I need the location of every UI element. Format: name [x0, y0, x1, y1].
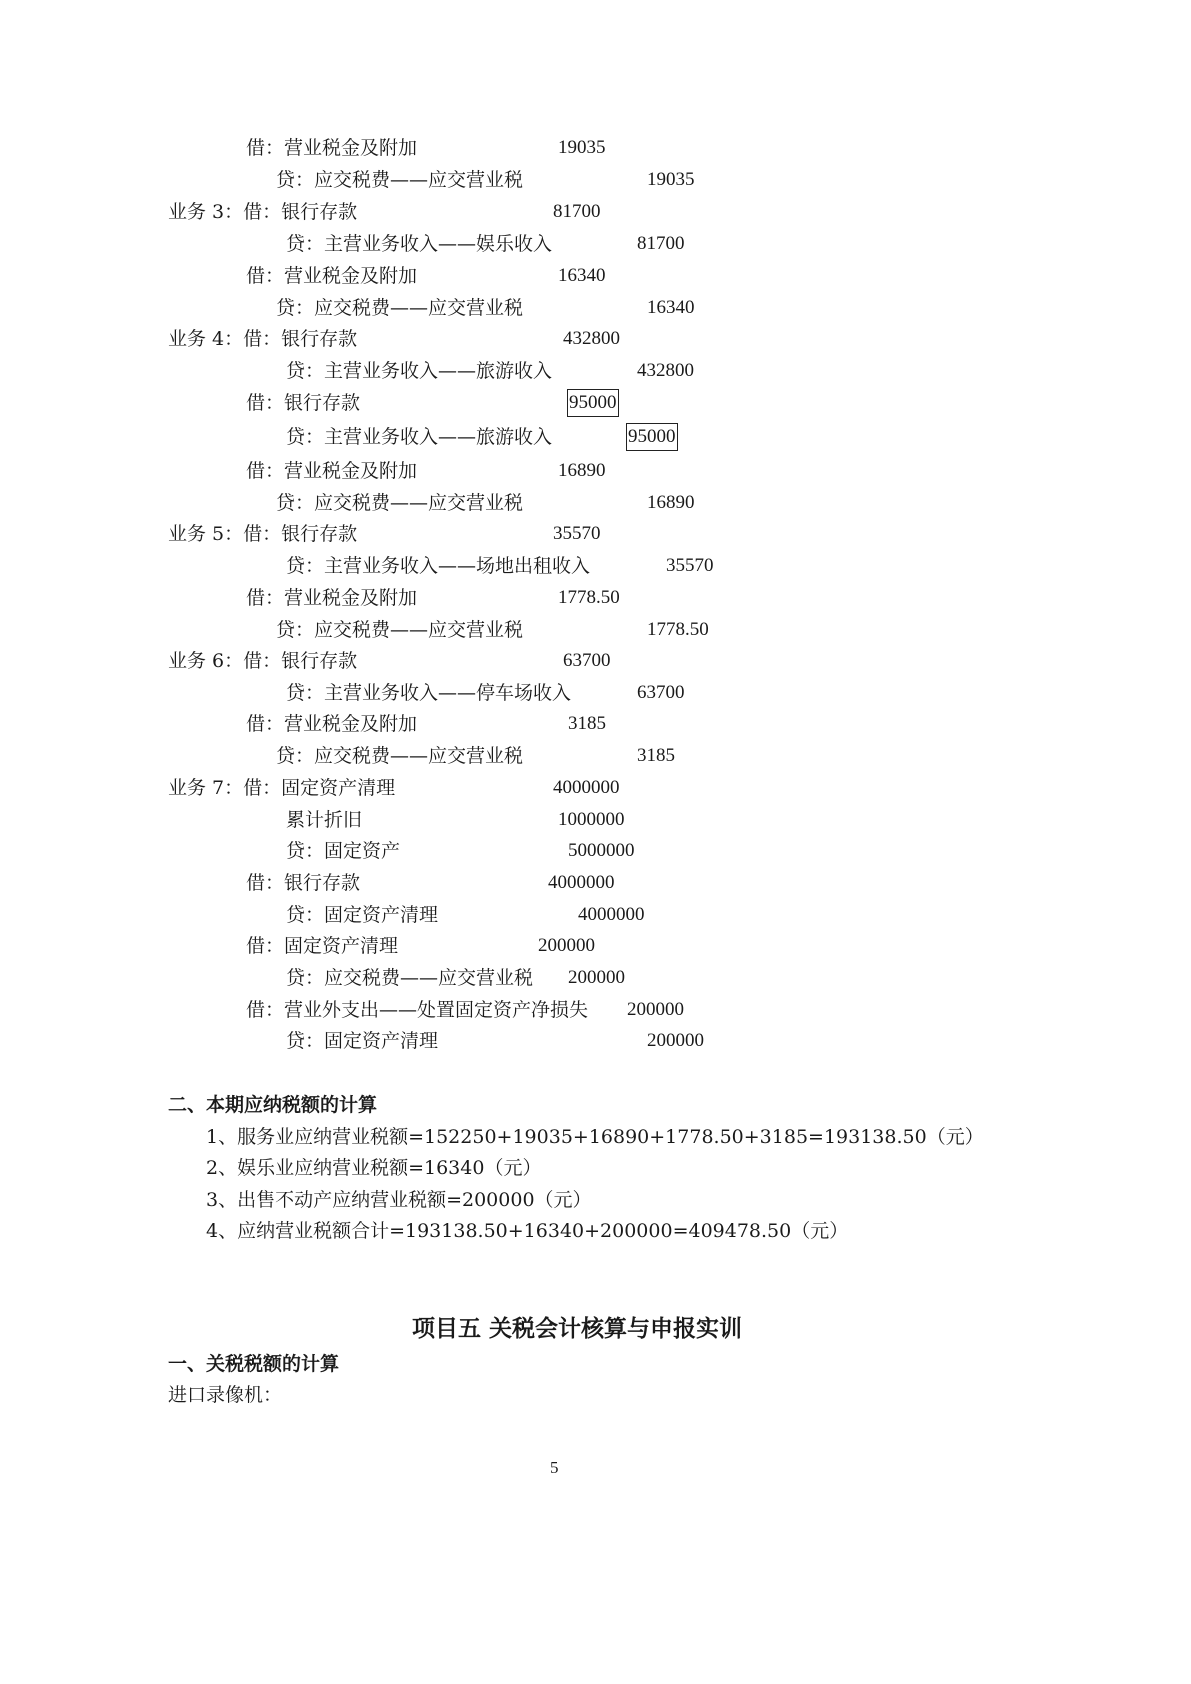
entry-label: 业务 5：借：银行存款	[168, 523, 358, 545]
calc-line: 4、应纳营业税额合计=193138.50+16340+200000=409478.50（元）	[206, 1220, 849, 1242]
entry-amount: 1778.50	[647, 619, 709, 640]
entry-amount: 200000	[647, 1030, 704, 1051]
entry-amount: 4000000	[553, 777, 620, 798]
entry-amount: 3185	[568, 713, 606, 734]
entry-label: 贷：应交税费——应交营业税	[276, 297, 524, 319]
entry-amount: 63700	[563, 650, 611, 671]
entry-label: 借：营业税金及附加	[246, 137, 418, 159]
entry-label: 贷：固定资产清理	[286, 904, 439, 926]
entry-amount: 16340	[647, 297, 695, 318]
entry-amount: 35570	[553, 523, 601, 544]
entry-label: 贷：主营业务收入——场地出租收入	[286, 555, 591, 577]
entry-label: 借：营业外支出——处置固定资产净损失	[246, 999, 589, 1021]
entry-label: 贷：应交税费——应交营业税	[286, 967, 534, 989]
entry-amount: 432800	[563, 328, 620, 349]
entry-amount-boxed: 95000	[567, 389, 619, 417]
entry-label: 贷：应交税费——应交营业税	[276, 492, 524, 514]
entry-label: 贷：应交税费——应交营业税	[276, 619, 524, 641]
entry-amount: 16890	[558, 460, 606, 481]
entry-label: 贷：固定资产	[286, 840, 401, 862]
entry-amount: 81700	[637, 233, 685, 254]
entry-amount: 63700	[637, 682, 685, 703]
entry-amount: 4000000	[548, 872, 615, 893]
entry-amount: 1000000	[558, 809, 625, 830]
entry-amount-boxed: 95000	[626, 423, 678, 451]
entry-amount: 200000	[538, 935, 595, 956]
section-heading: 二、本期应纳税额的计算	[168, 1094, 378, 1116]
entry-amount: 16890	[647, 492, 695, 513]
entry-amount: 5000000	[568, 840, 635, 861]
body-text: 进口录像机：	[168, 1384, 283, 1406]
entry-amount: 4000000	[578, 904, 645, 925]
entry-amount: 200000	[568, 967, 625, 988]
entry-label: 借：营业税金及附加	[246, 265, 418, 287]
entry-label: 借：银行存款	[246, 392, 361, 414]
entry-label: 业务 6：借：银行存款	[168, 650, 358, 672]
entry-label: 贷：主营业务收入——停车场收入	[286, 682, 572, 704]
entry-amount: 81700	[553, 201, 601, 222]
entry-amount: 19035	[558, 137, 606, 158]
entry-label: 贷：主营业务收入——娱乐收入	[286, 233, 553, 255]
entry-label: 借：营业税金及附加	[246, 460, 418, 482]
entry-amount: 35570	[666, 555, 714, 576]
entry-amount: 200000	[627, 999, 684, 1020]
calc-line: 3、出售不动产应纳营业税额=200000（元）	[206, 1189, 592, 1211]
entry-amount: 432800	[637, 360, 694, 381]
entry-label: 借：固定资产清理	[246, 935, 399, 957]
entry-label: 业务 4：借：银行存款	[168, 328, 358, 350]
entry-label: 借：银行存款	[246, 872, 361, 894]
entry-amount: 3185	[637, 745, 675, 766]
calc-line: 1、服务业应纳营业税额=152250+19035+16890+1778.50+3185=193138.50（元）	[206, 1126, 984, 1148]
entry-label: 累计折旧	[286, 809, 363, 831]
entry-label: 贷：应交税费——应交营业税	[276, 169, 524, 191]
entry-label: 业务 7：借：固定资产清理	[168, 777, 396, 799]
entry-label: 借：营业税金及附加	[246, 713, 418, 735]
entry-label: 贷：主营业务收入——旅游收入	[286, 426, 553, 448]
entry-label: 借：营业税金及附加	[246, 587, 418, 609]
calc-line: 2、娱乐业应纳营业税额=16340（元）	[206, 1157, 542, 1179]
entry-amount: 19035	[647, 169, 695, 190]
entry-label: 业务 3：借：银行存款	[168, 201, 358, 223]
section-heading: 一、关税税额的计算	[168, 1353, 340, 1375]
entry-label: 贷：固定资产清理	[286, 1030, 439, 1052]
project-title: 项目五 关税会计核算与申报实训	[412, 1316, 743, 1342]
page-number: 5	[550, 1458, 559, 1477]
entry-amount: 16340	[558, 265, 606, 286]
entry-label: 贷：应交税费——应交营业税	[276, 745, 524, 767]
entry-label: 贷：主营业务收入——旅游收入	[286, 360, 553, 382]
entry-amount: 1778.50	[558, 587, 620, 608]
